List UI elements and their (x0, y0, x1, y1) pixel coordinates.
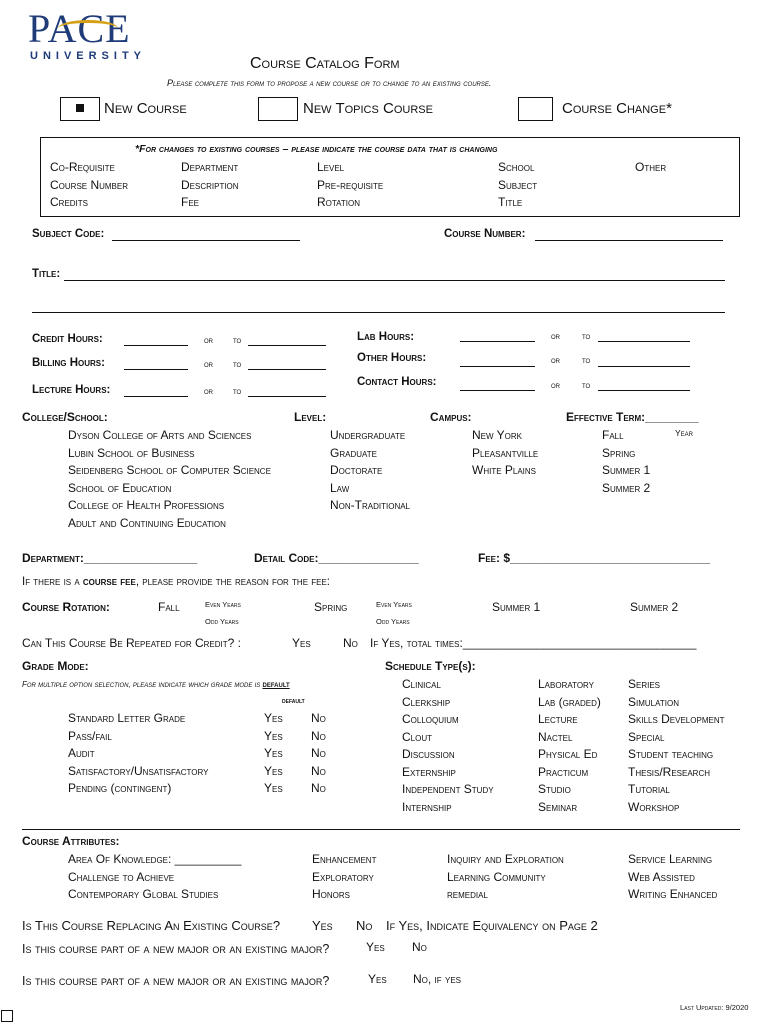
level-option[interactable]: Doctorate (330, 463, 383, 477)
schedule-option[interactable]: Lecture (538, 712, 578, 726)
billing-hours-field[interactable] (124, 369, 188, 370)
rotation-label: Course Rotation: (22, 600, 110, 614)
course-number-label: Course Number: (444, 228, 526, 240)
rotation-summer-2[interactable]: Summer 2 (630, 600, 679, 614)
rotation-summer-1[interactable]: Summer 1 (492, 600, 541, 614)
change-option[interactable]: Fee (181, 195, 200, 209)
attribute-option[interactable]: Contemporary Global Studies (68, 887, 219, 901)
section-divider (22, 829, 740, 830)
schedule-option[interactable]: Laboratory (538, 677, 595, 691)
term-option[interactable]: Summer 2 (602, 480, 651, 495)
rotation-spring-even[interactable]: Even Years (376, 600, 412, 609)
lab-hours-field[interactable] (460, 341, 535, 342)
other-hours-field[interactable] (460, 366, 535, 367)
repeat-times-field[interactable]: If Yes, total times:___________________________________ (370, 636, 697, 650)
logo-sub: UNIVERSITY (30, 50, 147, 62)
change-option[interactable]: Rotation (317, 195, 361, 209)
grade-mode-note-default: default (262, 680, 290, 689)
changes-col-1 (50, 159, 128, 212)
changes-col-2 (181, 159, 239, 212)
campus-option[interactable]: Pleasantville (472, 445, 539, 460)
lab-hours-label: Lab Hours: (357, 331, 415, 343)
fee-note-bold: course fee (82, 576, 136, 588)
schedule-option[interactable]: Skills Development (628, 712, 725, 726)
grade-yes-option[interactable]: Yes (264, 781, 283, 795)
attribute-option[interactable]: Challenge to Achieve (68, 869, 175, 884)
lecture-hours-label: Lecture Hours: (32, 384, 111, 396)
change-option[interactable]: Description (181, 177, 239, 192)
form-instruction: Please complete this form to propose a new course or to change to an existing course. (167, 78, 492, 88)
subject-code-field[interactable] (112, 240, 300, 241)
schedule-option[interactable]: Nactel (538, 729, 573, 744)
schedule-option[interactable]: Physical Ed (538, 747, 598, 761)
credit-hours-field[interactable] (124, 345, 188, 346)
attribute-option[interactable]: remedial (447, 887, 488, 901)
contact-hours-field[interactable] (460, 390, 535, 391)
attribute-option[interactable]: Learning Community (447, 869, 546, 884)
changes-col-4 (498, 159, 537, 212)
major-question-2: Is this course part of a new major or an existing major? (22, 974, 330, 988)
major-2-no[interactable]: No, if yes (413, 972, 462, 986)
effective-term-label: Effective Term:________ (566, 410, 699, 424)
billing-hours-to-field[interactable] (248, 369, 326, 370)
attribute-option[interactable]: Area Of Knowledge: __________ (68, 852, 242, 866)
detail-code-field[interactable]: Detail Code:_______________ (254, 551, 419, 565)
major-2-yes[interactable]: Yes (368, 972, 387, 986)
attribute-option[interactable]: Exploratory (312, 869, 374, 884)
attributes-col-4 (628, 851, 717, 904)
level-option[interactable]: Undergraduate (330, 428, 406, 442)
attributes-col-2 (312, 851, 376, 904)
course-number-field[interactable] (535, 240, 723, 241)
grade-no-option[interactable]: No (311, 746, 326, 760)
grade-mode-option: Standard Letter Grade (68, 711, 186, 725)
schedule-option[interactable]: Special (628, 729, 665, 744)
last-updated: Last Updated: 9/2020 (680, 1003, 749, 1012)
page-corner-checkbox[interactable] (1, 1010, 13, 1022)
attribute-option[interactable]: Enhancement (312, 852, 377, 866)
replacing-no[interactable]: No (356, 918, 373, 933)
grade-mode-option: Pass/fail (68, 728, 112, 743)
change-option[interactable]: Course Number (50, 177, 129, 192)
title-field-line-2[interactable] (32, 312, 725, 313)
campus-option[interactable]: New York (472, 428, 523, 442)
new-topics-label: New Topics Course (303, 100, 433, 117)
term-option[interactable]: Fall (602, 428, 624, 442)
grade-no-option[interactable]: No (311, 728, 326, 743)
grade-mode-yes-column (264, 710, 283, 798)
college-option[interactable]: College of Health Professions (68, 498, 225, 512)
replacing-question: Is This Course Replacing An Existing Course? (22, 918, 281, 933)
grade-yes-option[interactable]: Yes (264, 746, 283, 760)
changes-col-3 (317, 159, 383, 212)
or-label: or (204, 359, 213, 369)
subject-code-label: Subject Code: (32, 228, 105, 240)
term-list (602, 427, 650, 497)
term-option[interactable]: Spring (602, 445, 636, 460)
level-option[interactable]: Law (330, 480, 350, 495)
attributes-col-1 (68, 851, 241, 904)
change-option[interactable]: Pre-requisite (317, 177, 384, 192)
or-label: or (551, 331, 560, 341)
other-hours-label: Other Hours: (357, 352, 427, 364)
rotation-fall-even[interactable]: Even Years (205, 600, 241, 609)
logo-name: PACE (28, 6, 131, 51)
schedule-type-label: Schedule Type(s): (385, 659, 476, 673)
grade-mode-no-column (311, 710, 326, 798)
new-topics-checkbox[interactable] (258, 97, 298, 121)
campus-list (472, 427, 538, 480)
major-1-yes[interactable]: Yes (366, 940, 385, 954)
attribute-option[interactable]: Service Learning (628, 852, 713, 866)
to-label: to (233, 359, 242, 369)
title-label: Title: (32, 268, 61, 280)
schedule-option[interactable]: Studio (538, 782, 571, 796)
year-label: Year (675, 428, 694, 438)
college-option[interactable]: Seidenberg School of Computer Science (68, 463, 271, 477)
replacing-yes[interactable]: Yes (312, 918, 333, 933)
grade-mode-list (68, 710, 208, 798)
fee-note (22, 576, 330, 588)
change-option[interactable]: Level (317, 160, 345, 174)
schedule-option[interactable]: Colloquium (402, 712, 459, 726)
college-list (68, 427, 271, 532)
to-label: to (582, 355, 591, 365)
grade-no-option[interactable]: No (311, 711, 326, 725)
schedule-option[interactable]: Internship (402, 799, 452, 814)
level-option[interactable]: Non-Traditional (330, 498, 410, 512)
contact-hours-label: Contact Hours: (357, 376, 437, 388)
schedule-option[interactable]: Externship (402, 764, 456, 779)
attribute-option[interactable]: Inquiry and Exploration (447, 852, 564, 866)
grade-yes-option[interactable]: Yes (264, 763, 283, 778)
to-label: to (582, 331, 591, 341)
default-column-label: default (282, 696, 305, 705)
schedule-option[interactable]: Independent Study (402, 782, 494, 796)
course-attributes-label: Course Attributes: (22, 834, 120, 848)
schedule-col-3 (628, 676, 724, 816)
other-hours-to-field[interactable] (598, 366, 690, 367)
fee-note-post: , please provide the reason for the fee: (135, 576, 330, 588)
grade-mode-note (22, 680, 290, 689)
or-label: or (551, 380, 560, 390)
college-option[interactable]: Adult and Continuing Education (68, 515, 226, 530)
rotation-fall[interactable]: Fall (158, 600, 180, 614)
contact-hours-to-field[interactable] (598, 390, 690, 391)
new-course-label: New Course (104, 100, 187, 117)
grade-mode-note-text: For multiple option selection, please indicate which grade mode is (22, 680, 263, 689)
college-label: College/School: (22, 410, 108, 424)
repeat-no[interactable]: No (343, 636, 358, 650)
campus-option[interactable]: White Plains (472, 463, 537, 477)
schedule-option[interactable]: Discussion (402, 747, 455, 761)
form-title: Course Catalog Form (250, 55, 400, 72)
grade-mode-option: Satisfactory/Unsatisfactory (68, 763, 209, 778)
schedule-option[interactable]: Clerkship (402, 694, 451, 709)
schedule-option[interactable]: Thesis/Research (628, 764, 711, 779)
changes-col-5 (635, 159, 666, 177)
schedule-option[interactable]: Seminar (538, 799, 578, 814)
schedule-option[interactable]: Clout (402, 729, 433, 744)
new-course-check-mark (76, 104, 84, 112)
pace-logo (28, 8, 146, 62)
level-list (330, 427, 410, 515)
changes-heading: *For changes to existing courses – please indicate the course data that is changing (135, 143, 498, 155)
college-option[interactable]: School of Education (68, 480, 172, 495)
billing-hours-label: Billing Hours: (32, 357, 105, 369)
credit-hours-label: Credit Hours: (32, 333, 103, 345)
lecture-hours-field[interactable] (124, 396, 188, 397)
credit-hours-to-field[interactable] (248, 345, 326, 346)
change-option[interactable]: Co-Requisite (50, 160, 115, 174)
schedule-option[interactable]: Tutorial (628, 782, 670, 796)
schedule-option[interactable]: Lab (graded) (538, 694, 601, 709)
grade-mode-label: Grade Mode: (22, 659, 89, 673)
lab-hours-to-field[interactable] (598, 341, 690, 342)
schedule-option[interactable]: Practicum (538, 764, 589, 779)
major-question-1: Is this course part of a new major or an existing major? (22, 942, 330, 956)
rotation-spring-odd[interactable]: Odd Years (376, 617, 410, 626)
change-option[interactable]: Other (635, 160, 667, 174)
campus-label: Campus: (430, 410, 472, 424)
repeat-yes[interactable]: Yes (292, 636, 311, 650)
rotation-fall-odd[interactable]: Odd Years (205, 617, 239, 626)
change-option[interactable]: Title (498, 195, 523, 209)
fee-field[interactable]: Fee: $______________________________ (478, 551, 711, 565)
to-label: to (233, 335, 242, 345)
change-option[interactable]: Subject (498, 177, 538, 192)
schedule-option[interactable]: Workshop (628, 799, 680, 814)
major-1-no[interactable]: No (412, 940, 427, 954)
grade-yes-option[interactable]: Yes (264, 711, 283, 725)
course-change-label: Course Change* (562, 100, 672, 117)
to-label: to (582, 380, 591, 390)
logo-swoosh (58, 20, 118, 37)
replacing-note: If Yes, Indicate Equivalency on Page 2 (386, 918, 598, 933)
schedule-option[interactable]: Simulation (628, 694, 679, 709)
department-field[interactable]: Department:_________________ (22, 551, 198, 565)
attribute-option[interactable]: Writing Enhanced (628, 887, 718, 901)
grade-mode-option: Pending (contingent) (68, 781, 172, 795)
grade-mode-option: Audit (68, 746, 95, 760)
level-option[interactable]: Graduate (330, 445, 377, 460)
rotation-spring[interactable]: Spring (314, 600, 348, 614)
schedule-option[interactable]: Series (628, 677, 661, 691)
attribute-option[interactable]: Web Assisted (628, 869, 695, 884)
course-change-checkbox[interactable] (518, 97, 553, 121)
college-option[interactable]: Dyson College of Arts and Sciences (68, 428, 252, 442)
change-option[interactable]: Credits (50, 195, 89, 209)
title-field[interactable] (64, 280, 725, 281)
change-option[interactable]: School (498, 160, 535, 174)
or-label: or (204, 335, 213, 345)
college-option[interactable]: Lubin School of Business (68, 445, 195, 460)
or-label: or (204, 386, 213, 396)
term-option[interactable]: Summer 1 (602, 463, 651, 477)
grade-no-option[interactable]: No (311, 763, 326, 778)
repeat-question: Can This Course Be Repeated for Credit? : (22, 636, 241, 650)
or-label: or (551, 355, 560, 365)
to-label: to (233, 386, 242, 396)
attribute-option[interactable]: Honors (312, 887, 351, 901)
fee-note-pre: If there is a (22, 576, 83, 588)
change-option[interactable]: Department (181, 160, 239, 174)
schedule-col-2 (538, 676, 601, 816)
level-label: Level: (294, 410, 327, 424)
attributes-col-3 (447, 851, 564, 904)
grade-yes-option[interactable]: Yes (264, 728, 283, 743)
schedule-option[interactable]: Student teaching (628, 747, 714, 761)
lecture-hours-to-field[interactable] (248, 396, 326, 397)
grade-no-option[interactable]: No (311, 781, 326, 795)
schedule-option[interactable]: Clinical (402, 677, 441, 691)
schedule-col-1 (402, 676, 494, 816)
